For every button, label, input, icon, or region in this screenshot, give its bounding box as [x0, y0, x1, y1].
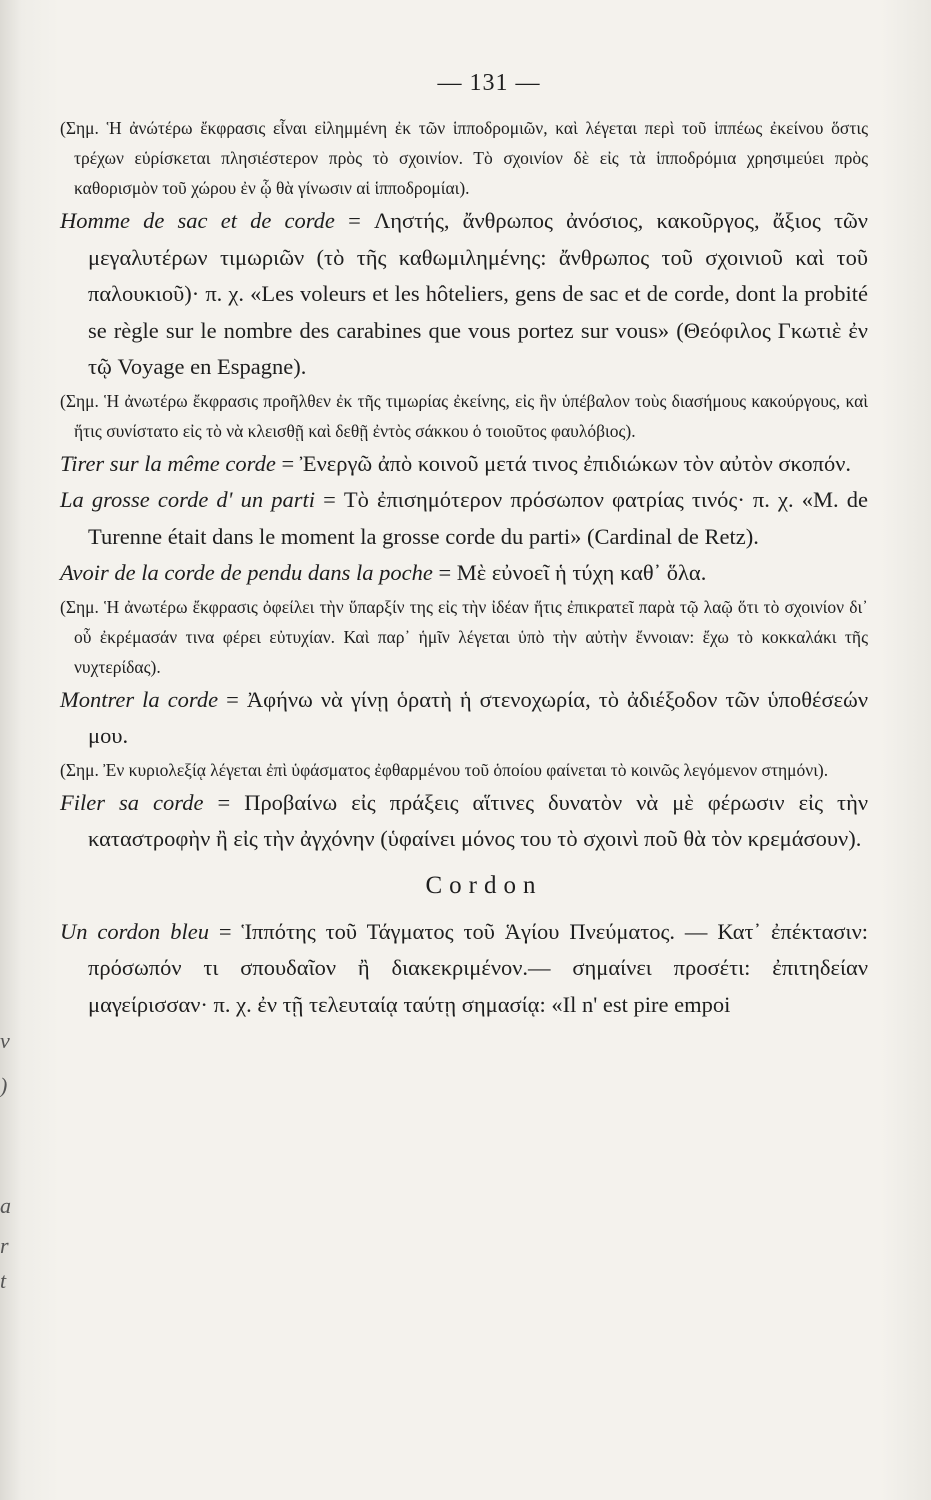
facing-page-bleed: ): [0, 1073, 8, 1098]
idiom-entry: [60, 203, 868, 386]
idiom-phrase: Avoir de la corde de pendu dans la poche: [60, 560, 433, 585]
idiom-entry: [60, 682, 868, 755]
note-paragraph: (Σημ. Ἐν κυριολεξίᾳ λέγεται ἐπὶ ὑφάσματος ἐφθαρμένου τοῦ ὁποίου φαίνεται τὸ κοινῶς λεγόμενον στημόνι).: [60, 759, 829, 780]
idiom-definition: = Μὲ εὐνοεῖ ἡ τύχη καθ᾽ ὅλα.: [432, 560, 707, 585]
idiom-definition: = Προβαίνω εἰς πράξεις αἵτινες δυνατὸν νὰ μὲ φέρωσιν εἰς τὴν καταστροφὴν ἢ εἰς τὴν ἀγχόνην (ὑφαίνει μόνος του τὸ σχοινὶ ποῦ θὰ τὸν κρεμάσουν).: [88, 789, 869, 851]
facing-page-bleed: r: [0, 1233, 9, 1258]
idiom-entry: [60, 446, 868, 483]
idiom-definition: = Ἱππότης τοῦ Τάγματος τοῦ Ἁγίου Πνεύματος. — Κατ᾽ ἐπέκτασιν: πρόσωπόν τι σπουδαῖον ἢ διακεκριμένον.— σημαίνει προσέτι: ἐπιτηδείαν μαγείρισσαν· π. χ. ἐν τῇ τελευταίᾳ ταύτῃ σημασίᾳ: «Il n' est pire empoi: [88, 918, 869, 1017]
section-heading: Cordon: [425, 871, 543, 899]
idiom-definition: = Ἀφήνω νὰ γίνῃ ὁρατὴ ἡ στενοχωρία, τὸ ἀδιέξοδον τῶν ὑποθέσεών μου.: [88, 686, 868, 748]
idiom-entry: [60, 914, 868, 1024]
idiom-entry: [60, 785, 868, 858]
idiom-definition: = Ληστής, ἄνθρωπος ἀνόσιος, κακοῦργος, ἄξιος τῶν μεγαλυτέρων τιμωριῶν (τὸ τῆς καθωμιλημένης: ἄνθρωπος τοῦ σχοινιοῦ καὶ τοῦ παλουκιοῦ)· π. χ. «Les voleurs et les hôteliers, gens de sac et de corde, dont la probité se règle sur le nombre des carabines que vous portez sur vous» (Θεόφιλος Γκωτιὲ ἐν τῷ Voyage en Espagne).: [88, 208, 868, 379]
idiom-phrase: Un cordon bleu: [60, 918, 209, 944]
facing-page-bleed: a: [0, 1193, 11, 1218]
idiom-phrase: La grosse corde d' un parti: [60, 487, 315, 512]
idiom-phrase: Homme de sac et de corde: [60, 208, 335, 233]
idiom-definition: = Τὸ ἐπισημότερον πρόσωπον φατρίας τινός· π. χ. «M. de Turenne était dans le moment la grosse corde du parti» (Cardinal de Retz).: [88, 487, 868, 549]
idiom-entry: [60, 482, 868, 555]
idiom-entry: [60, 555, 868, 592]
idiom-phrase: Montrer la corde: [60, 686, 219, 712]
facing-page-bleed: v: [0, 1028, 10, 1053]
note-paragraph: (Σημ. Ἡ ἀνώτέρω ἔκφρασις εἶναι εἰλημμένη ἐκ τῶν ἱπποδρομιῶν, καὶ λέγεται περὶ τοῦ ἱππέως ἐκείνου ὅστις τρέχων εὑρίσκεται πλησιέστερον πρὸς τὸ σχοινίον. Τὸ σχοινίον δὲ εἰς τὰ ἱπποδρόμια χρησιμεύει πρὸς καθορισμὸν τοῦ χώρου ἐν ᾧ θὰ γίνωσιν αἱ ἱπποδρομίαι).: [60, 118, 868, 198]
idiom-definition: = Ἐνεργῶ ἀπὸ κοινοῦ μετά τινος ἐπιδιώκων τὸν αὐτὸν σκοπόν.: [275, 450, 852, 476]
note-paragraph: (Σημ. Ἡ ἀνωτέρω ἔκφρασις προῆλθεν ἐκ τῆς τιμωρίας ἐκείνης, εἰς ἣν ὑπέβαλον τοὺς διασήμους κακούργους, καὶ ἥτις συνίστατο εἰς τὸ νὰ κλεισθῇ καὶ δεθῇ ἐντὸς σάκκου ὁ τοιοῦτος φαυλόβιος).: [60, 390, 868, 441]
note-paragraph: (Σημ. Ἡ ἀνωτέρω ἔκφρασις ὀφείλει τὴν ὕπαρξίν της εἰς τὴν ἰδέαν ἥτις ἐπικρατεῖ παρὰ τῷ λαῷ ὅτι τὸ σχοινίον δι᾽ οὗ ἐκρέμασάν τινα φέρει εὐτυχίαν. Καὶ παρ᾽ ἡμῖν λέγεται ὑπὸ τὴν αὐτὴν ἔννοιαν: ἔχω τὸ κοκκαλάκι τῆς νυχτερίδας).: [60, 596, 868, 677]
page-content: [60, 70, 868, 1023]
idiom-phrase: Tirer sur la même corde: [60, 450, 276, 476]
idiom-phrase: Filer sa corde: [60, 789, 204, 815]
page-number: — 131 —: [437, 70, 541, 96]
facing-page-bleed: t: [0, 1268, 7, 1293]
